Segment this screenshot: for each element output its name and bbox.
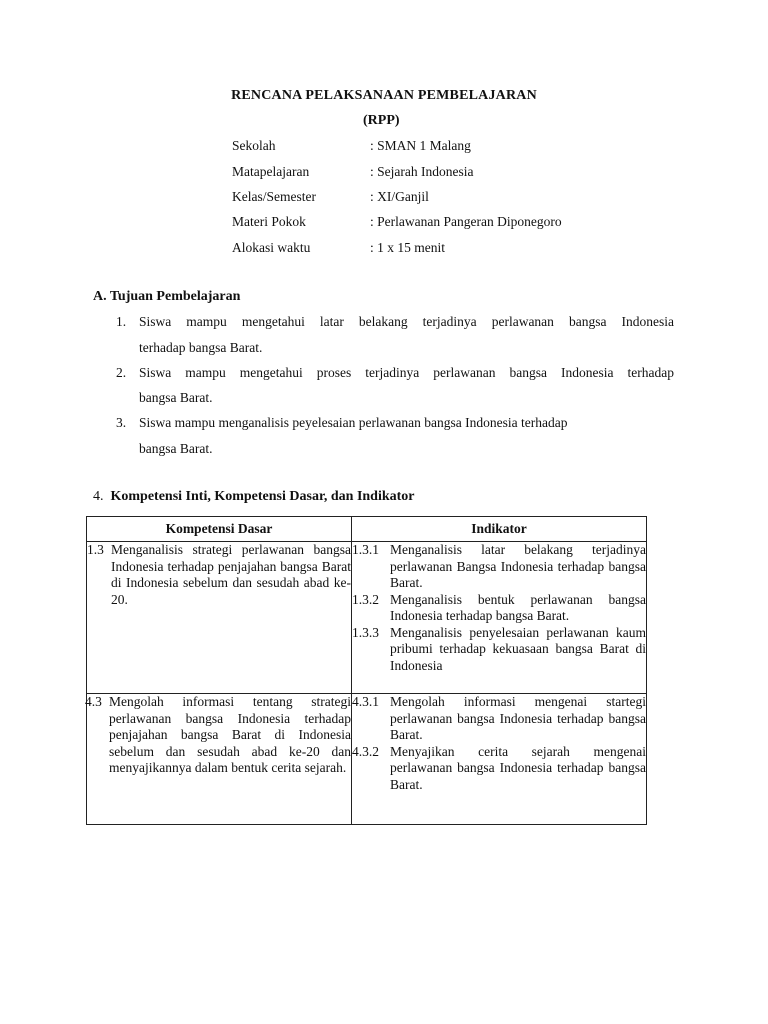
- identity-label-sekolah: Sekolah: [232, 138, 276, 153]
- kd-text: Menganalisis strategi perlawanan bangsa Indonesia terhadap penjajahan bangsa Barat di Indonesia sebelum dan sesudah abad ke-20.: [111, 542, 351, 607]
- table-row: [87, 542, 647, 694]
- indicator-number: 4.3.1: [352, 694, 379, 709]
- identity-value-kelas: : XI/Ganjil: [370, 189, 429, 204]
- identity-label-alokasi: Alokasi waktu: [232, 240, 311, 255]
- objective-line: bangsa Barat.: [139, 441, 213, 456]
- objective-line: terhadap bangsa Barat.: [139, 340, 263, 355]
- indicator-cell: [352, 542, 647, 694]
- objective-line: bangsa Barat.: [139, 390, 213, 405]
- indicator-number: 4.3.2: [352, 743, 379, 759]
- section-4-heading: [93, 489, 415, 505]
- identity-value-matapelajaran: : Sejarah Indonesia: [370, 164, 474, 179]
- table-header-kompetensi-dasar: Kompetensi Dasar: [87, 517, 352, 542]
- section-4-title: Kompetensi Inti, Kompetensi Dasar, dan Indikator: [110, 489, 415, 504]
- objective-number: 1.: [116, 314, 127, 329]
- indicator-number: 1.3.1: [352, 542, 379, 557]
- objective-number: 2.: [116, 365, 127, 380]
- objective-line: Siswa mampu mengetahui proses terjadinya perlawanan bangsa Indonesia terhadap: [139, 365, 674, 380]
- indicator-text: Menganalisis latar belakang terjadinya perlawanan Bangsa Indonesia terhadap bangsa Barat.: [390, 542, 646, 590]
- indicator-cell: [352, 694, 647, 825]
- identity-value-materi: : Perlawanan Pangeran Diponegoro: [370, 214, 562, 229]
- indicator-text: Menganalisis penyelesaian perlawanan kaum pribumi terhadap kekuasaan bangsa Barat di Indonesia: [390, 624, 646, 673]
- document-subtitle: (RPP): [363, 113, 400, 128]
- kd-number: 1.3: [87, 542, 104, 557]
- section-a-heading: A. Tujuan Pembelajaran: [93, 289, 241, 304]
- indicator-text: Menganalisis bentuk perlawanan bangsa Indonesia terhadap bangsa Barat.: [390, 591, 646, 623]
- identity-label-kelas: Kelas/Semester: [232, 189, 316, 204]
- kd-number: 4.3: [85, 694, 102, 709]
- objective-line: Siswa mampu mengetahui latar belakang terjadinya perlawanan bangsa Indonesia: [139, 314, 674, 329]
- identity-label-materi: Materi Pokok: [232, 214, 306, 229]
- competency-table: [86, 516, 647, 825]
- indicator-text: Menyajikan cerita sejarah mengenai perlawanan bangsa Indonesia terhadap bangsa Barat.: [390, 743, 646, 792]
- indicator-text: Mengolah informasi mengenai startegi perlawanan bangsa Indonesia terhadap bangsa Barat.: [390, 694, 646, 742]
- identity-value-sekolah: : SMAN 1 Malang: [370, 138, 471, 153]
- kd-text: Mengolah informasi tentang strategi perlawanan bangsa Indonesia terhadap penjajahan bangsa Barat di Indonesia sebelum dan sesudah abad ke-20 dan menyajikannya dalam bentuk cerita sejarah.: [109, 694, 351, 775]
- identity-label-matapelajaran: Matapelajaran: [232, 164, 310, 179]
- kd-cell: [87, 694, 352, 825]
- table-header-indikator: Indikator: [352, 517, 647, 542]
- objective-number: 3.: [116, 415, 127, 430]
- indicator-number: 1.3.2: [352, 591, 379, 607]
- document-title: RENCANA PELAKSANAAN PEMBELAJARAN: [231, 88, 537, 103]
- kd-cell: [87, 542, 352, 694]
- objective-line: Siswa mampu menganalisis peyelesaian perlawanan bangsa Indonesia terhadap: [139, 415, 568, 430]
- indicator-number: 1.3.3: [352, 624, 379, 640]
- table-row: [87, 694, 647, 825]
- section-4-number: 4.: [93, 489, 104, 504]
- identity-value-alokasi: : 1 x 15 menit: [370, 240, 445, 255]
